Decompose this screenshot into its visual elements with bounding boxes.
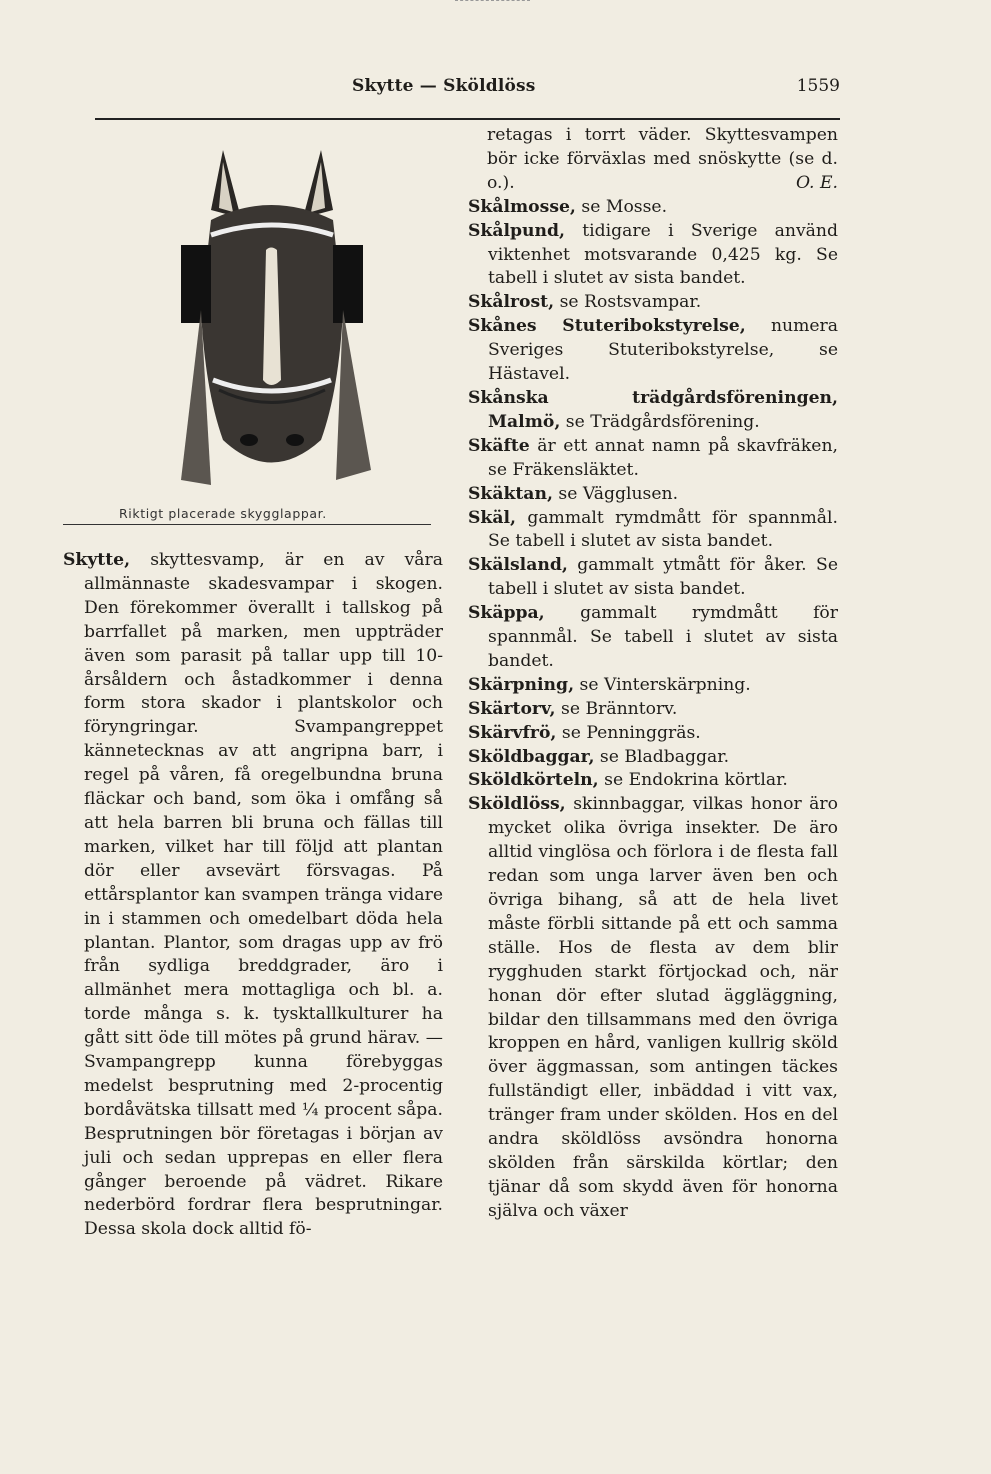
entry: [468, 554, 838, 602]
entry-headword: Sköldlöss,: [468, 794, 566, 815]
running-title: Skytte — Sköldlöss: [352, 76, 536, 96]
entry-headword: Skånes Stuteribokstyrelse,: [468, 316, 746, 337]
continuation-text: retagas i torrt väder. Skyttesvampen bör icke förväxlas med snöskytte (se d. o.).: [487, 125, 838, 193]
entry-headword: Skålpund,: [468, 220, 565, 241]
entry: [468, 507, 838, 555]
author-signature: O. E.: [795, 172, 838, 193]
entry-headword: Skånska trädgårdsföreningen, Malmö,: [468, 387, 838, 432]
entry: [468, 315, 838, 387]
entry-text: se Vägglusen.: [558, 483, 679, 504]
entry-text: se Vinterskärpning.: [579, 674, 751, 695]
page-number: 1559: [796, 76, 840, 96]
entry-text: se Penninggräs.: [561, 722, 701, 743]
entry-text: tidigare i Sverige använd viktenhet motsvarande 0,425 kg. Se tabell i slutet av sista bandet.: [488, 220, 838, 289]
entry-text: skyttesvamp, är en av våra allmännaste skadesvampar i skogen. Den förekommer överallt i tallskog på barrfallet på marken, men uppträder även som parasit på tallar upp till 10-årsåldern och åstadkommer i denna form stora skador i plantskolor och föryngringar. Svampangreppet kännetecknas av att angripna barr, i regel på våren, få oregelbundna bruna fläckar och band, som öka i omfång så att hela barren bli bruna och fällas till marken, vilket har till följd att plantan dör eller avsevärt försvagas. På ettårsplantor kan svampen tränga vidare in i stammen och omedelbart döda hela plantan. Plantor, som dragas upp av frö från sydliga breddgrader, äro i allmänhet mera mottagliga och bl. a. torde många s. k. tysktallkulturer ha gått sitt öde till mötes på grund härav. — Svampangrepp kunna förebyggas medelst besprutning med 2-procentig bordåvätska tillsatt med ¼ procent såpa. Besprutningen bör företagas i början av juli och sedan upprepas en eller flera gånger beroende på vädret. Rikare nederbörd fordrar flera besprutningar. Dessa skola dock alltid fö-: [84, 550, 443, 1240]
entry-headword: Skärvfrö,: [468, 722, 557, 743]
entry-text: skinnbaggar, vilkas honor äro mycket olika övriga insekter. De äro alltid vinglösa och förlora i de flesta fall redan som unga larver även ben och övriga bihang, så att de hela livet måste förbli sittande på ett och samma ställe. Hos de flesta av dem blir rygghuden starkt förtjockad och, när honan dör efter slutad äggläggning, bildar den tillsammans med den övriga kroppen en hård, vanligen kullrig sköld över äggmassan, som antingen täckes fullständigt eller, inbäddad i vitt vax, tränger fram under skölden. Hos en del andra sköldlöss avsöndra honorna skölden från särskilda körtlar; den tjänar då som skydd även för honorna själva och växer: [488, 794, 838, 1221]
entry: [468, 483, 838, 507]
entry: [468, 435, 838, 483]
entry-headword: Skäktan,: [468, 483, 553, 504]
entry-headword: Skytte,: [63, 550, 131, 570]
entry: [468, 769, 838, 793]
entry: [468, 722, 838, 746]
figure: [111, 130, 441, 522]
entry: [468, 698, 838, 722]
top-margin-rule: [455, 0, 530, 1]
entry-text: är ett annat namn på skavfräken, se Fräkensläktet.: [488, 435, 839, 480]
entry: [468, 674, 838, 698]
entry-text: se Bladbaggar.: [599, 746, 730, 767]
entry-headword: Skärpning,: [468, 674, 575, 695]
horse-blinkers-illustration: [171, 140, 391, 500]
entry: [468, 387, 838, 435]
entry-text: se Rostsvampar.: [559, 292, 702, 313]
entry-headword: Skäppa,: [468, 603, 545, 624]
entry-headword: Skälsland,: [468, 555, 568, 576]
entry: [468, 602, 838, 674]
entry-continuation: [468, 124, 838, 196]
entry-text: se Endokrina körtlar.: [604, 770, 788, 791]
entry-text: numera Sveriges Stuteribokstyrelse, se Hästavel.: [488, 316, 839, 385]
entry-headword: Skålrost,: [468, 292, 555, 313]
entry-headword: Sköldbaggar,: [468, 746, 595, 767]
entry: [468, 746, 838, 770]
entry: [468, 291, 838, 315]
header-rule: [95, 118, 840, 120]
left-column: [63, 130, 443, 1242]
entry-headword: Skäl,: [468, 507, 516, 528]
entry-text: se Bränntorv.: [561, 698, 678, 719]
figure-caption: Riktigt placerade skygglappar.: [119, 506, 327, 521]
entry-headword: Skäfte: [468, 435, 530, 456]
entry: [468, 793, 838, 1223]
entry: [468, 196, 838, 220]
entry-text: se Mosse.: [581, 196, 668, 217]
entry-headword: Skålmosse,: [468, 196, 576, 217]
entry-text: gammalt rymdmått för spannmål. Se tabell i slutet av sista bandet.: [488, 603, 838, 671]
page-header: [95, 76, 840, 106]
entry-text: se Trädgårdsförening.: [565, 411, 760, 432]
caption-rule: [63, 524, 431, 525]
entry-headword: Skärtorv,: [468, 698, 556, 719]
entry-text: gammalt ytmått för åker. Se tabell i slutet av sista bandet.: [488, 555, 839, 600]
entry: [468, 220, 838, 292]
right-column: [468, 124, 838, 1224]
entry-headword: Sköldkörteln,: [468, 770, 599, 791]
entry-skytte: [63, 549, 443, 1242]
entry-text: gammalt rymdmått för spannmål. Se tabell i slutet av sista bandet.: [488, 507, 838, 552]
